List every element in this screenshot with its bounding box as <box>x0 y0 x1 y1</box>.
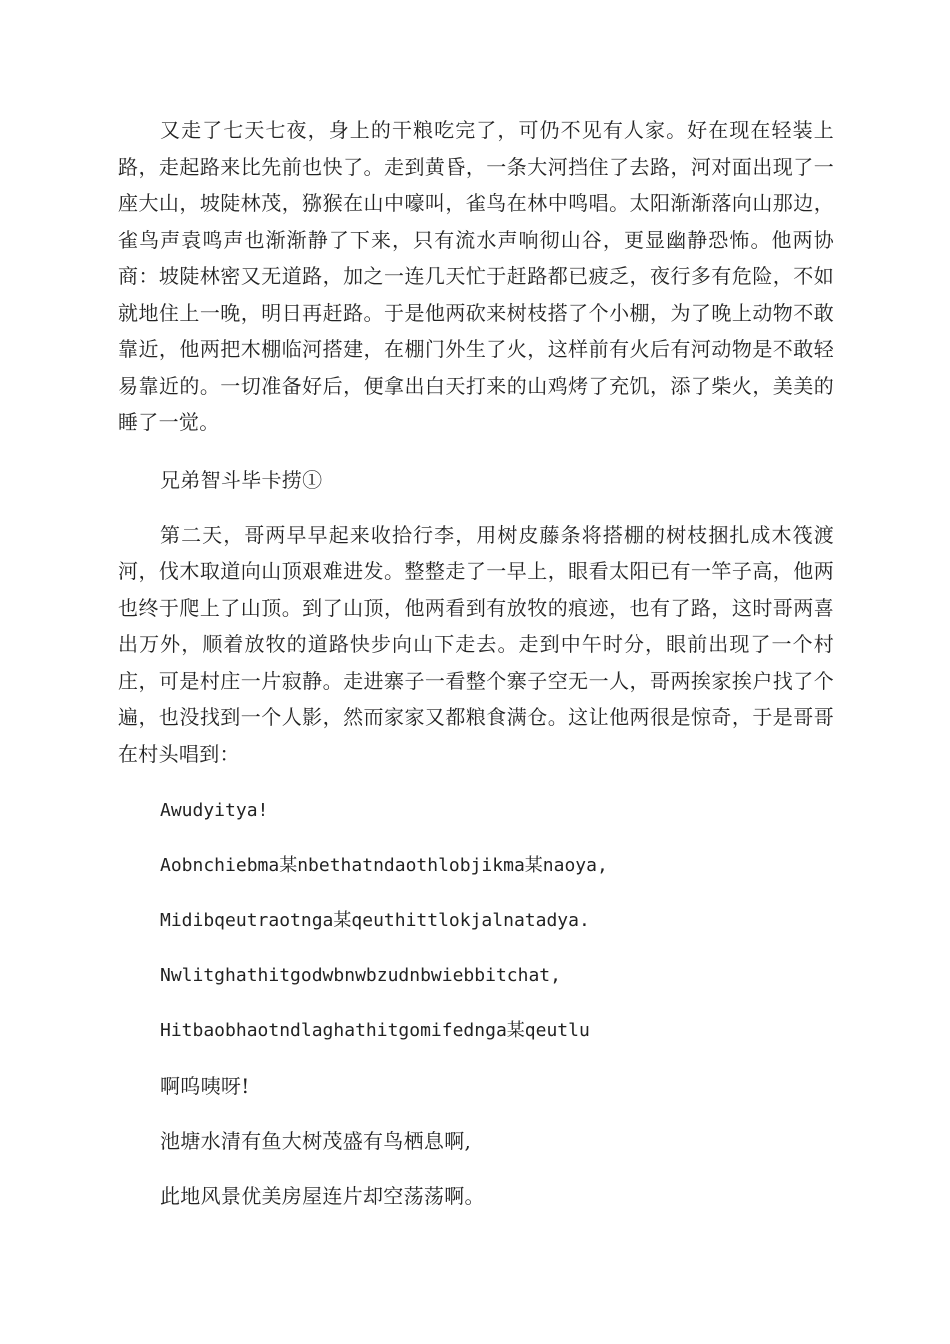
song-line-4: Nwlitghathitgodwbnwbzudnbwiebbitchat, <box>160 965 561 986</box>
song-line-2: Aobnchiebma某nbethatndaothlobjikma某naoya, <box>160 855 608 876</box>
song-line-3: Midibqeutraotnga某qeuthittlokjalnatadya. <box>160 910 590 931</box>
song-line-7: 池塘水清有鱼大树茂盛有鸟栖息啊, <box>160 1129 472 1153</box>
paragraph-village: 第二天，哥两早早起来收拾行李，用树皮藤条将搭棚的树枝捆扎成木筏渡河，伐木取道向山顶艰难进发。整整走了一早上，眼看太阳已有一竿子高，他两也终于爬上了山顶。到了山顶，他两看到有放牧的痕迹，也有了路，这时哥两喜出万外，顺着放牧的道路快步向山下走去。走到中午时分，眼前出现了一个村庄，可是村庄一片寂静。走进寨子一看整个寨子空无一人，哥两挨家挨户找了个遍，也没找到一个人影，然而家家又都粮食满仓。这让他两很是惊奇，于是哥哥在村头唱到： <box>118 522 834 766</box>
song-line-8: 此地风景优美房屋连片却空荡荡啊。 <box>160 1184 485 1208</box>
document-body <box>118 112 834 1232</box>
section-title: 兄弟智斗毕卡捞① <box>160 467 323 492</box>
song-line-5: Hitbaobhaotndlaghathitgomifednga某qeutlu <box>160 1020 590 1041</box>
song-line-6: 啊呜咦呀! <box>160 1074 250 1098</box>
paragraph-night-camp: 又走了七天七夜，身上的干粮吃完了，可仍不见有人家。好在现在轻装上路，走起路来比先前也快了。走到黄昏，一条大河挡住了去路，河对面出现了一座大山，坡陡林茂，猕猴在山中嚎叫，雀鸟在林中鸣唱。太阳渐渐落向山那边，雀鸟声袁鸣声也渐渐静了下来，只有流水声响彻山谷，更显幽静恐怖。他两协商：坡陡林密又无道路，加之一连几天忙于赶路都已疲乏，夜行多有危险，不如就地住上一晚，明日再赶路。于是他两砍来树枝搭了个小棚，为了晚上动物不敢靠近，他两把木棚临河搭建，在棚门外生了火，这样前有火后有河动物是不敢轻易靠近的。一切准备好后，便拿出白天打来的山鸡烤了充饥，添了柴火，美美的睡了一觉。 <box>118 118 834 434</box>
song-line-1: Awudyitya! <box>160 800 269 821</box>
